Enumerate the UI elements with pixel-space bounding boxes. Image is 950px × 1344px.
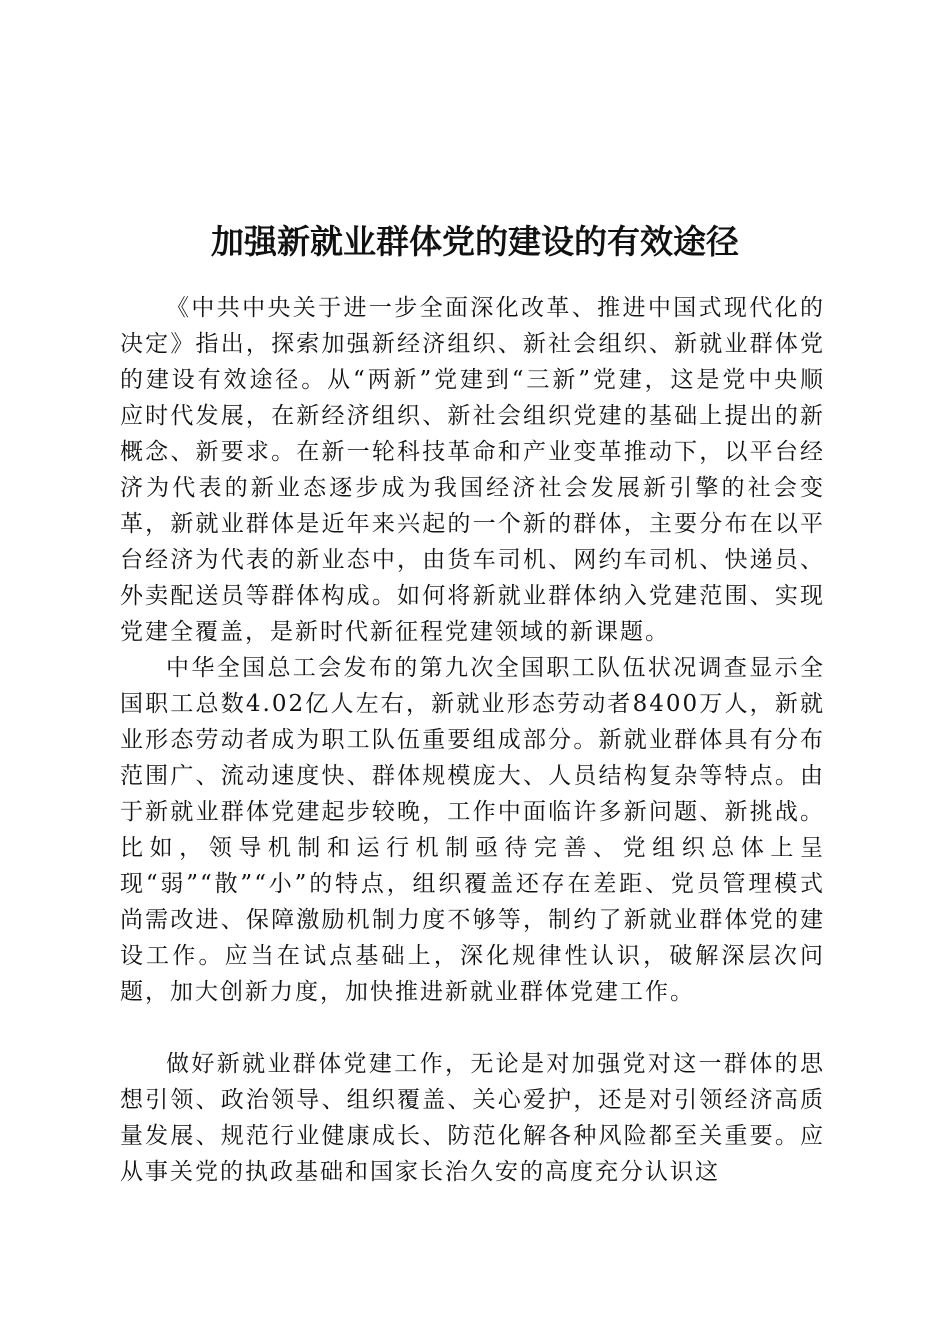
document-body — [120, 290, 825, 1190]
paragraph-2: 中华全国总工会发布的第九次全国职工队伍状况调查显示全国职工总数4.02亿人左右，新就业形态劳动者8400万人，新就业形态劳动者成为职工队伍重要组成部分。新就业群体具有分布范围广、流动速度快、群体规模庞大、人员结构复杂等特点。由于新就业群体党建起步较晚，工作中面临许多新问题、新挑战。比如，领导机制和运行机制亟待完善、党组织总体上呈现“弱”“散”“小”的特点，组织覆盖还存在差距、党员管理模式尚需改进、保障激励机制力度不够等，制约了新就业群体党的建设工作。应当在试点基础上，深化规律性认识，破解深层次问题，加大创新力度，加快推进新就业群体党建工作。 — [120, 655, 825, 1005]
paragraph-3: 做好新就业群体党建工作，无论是对加强党对这一群体的思想引领、政治领导、组织覆盖、关心爱护，还是对引领经济高质量发展、规范行业健康成长、防范化解各种风险都至关重要。应从事关党的执政基础和国家长治久安的高度充分认识这 — [120, 1051, 825, 1185]
paragraph-1: 《中共中央关于进一步全面深化改革、推进中国式现代化的决定》指出，探索加强新经济组织、新社会组织、新就业群体党的建设有效途径。从“两新”党建到“三新”党建，这是党中央顺应时代发展，在新经济组织、新社会组织党建的基础上提出的新概念、新要求。在新一轮科技革命和产业变革推动下，以平台经济为代表的新业态逐步成为我国经济社会发展新引擎的社会变革，新就业群体是近年来兴起的一个新的群体，主要分布在以平台经济为代表的新业态中，由货车司机、网约车司机、快递员、外卖配送员等群体构成。如何将新就业群体纳入党建范围、实现党建全覆盖，是新时代新征程党建领域的新课题。 — [120, 295, 825, 645]
document-title: 加强新就业群体党的建设的有效途径 — [211, 222, 739, 262]
